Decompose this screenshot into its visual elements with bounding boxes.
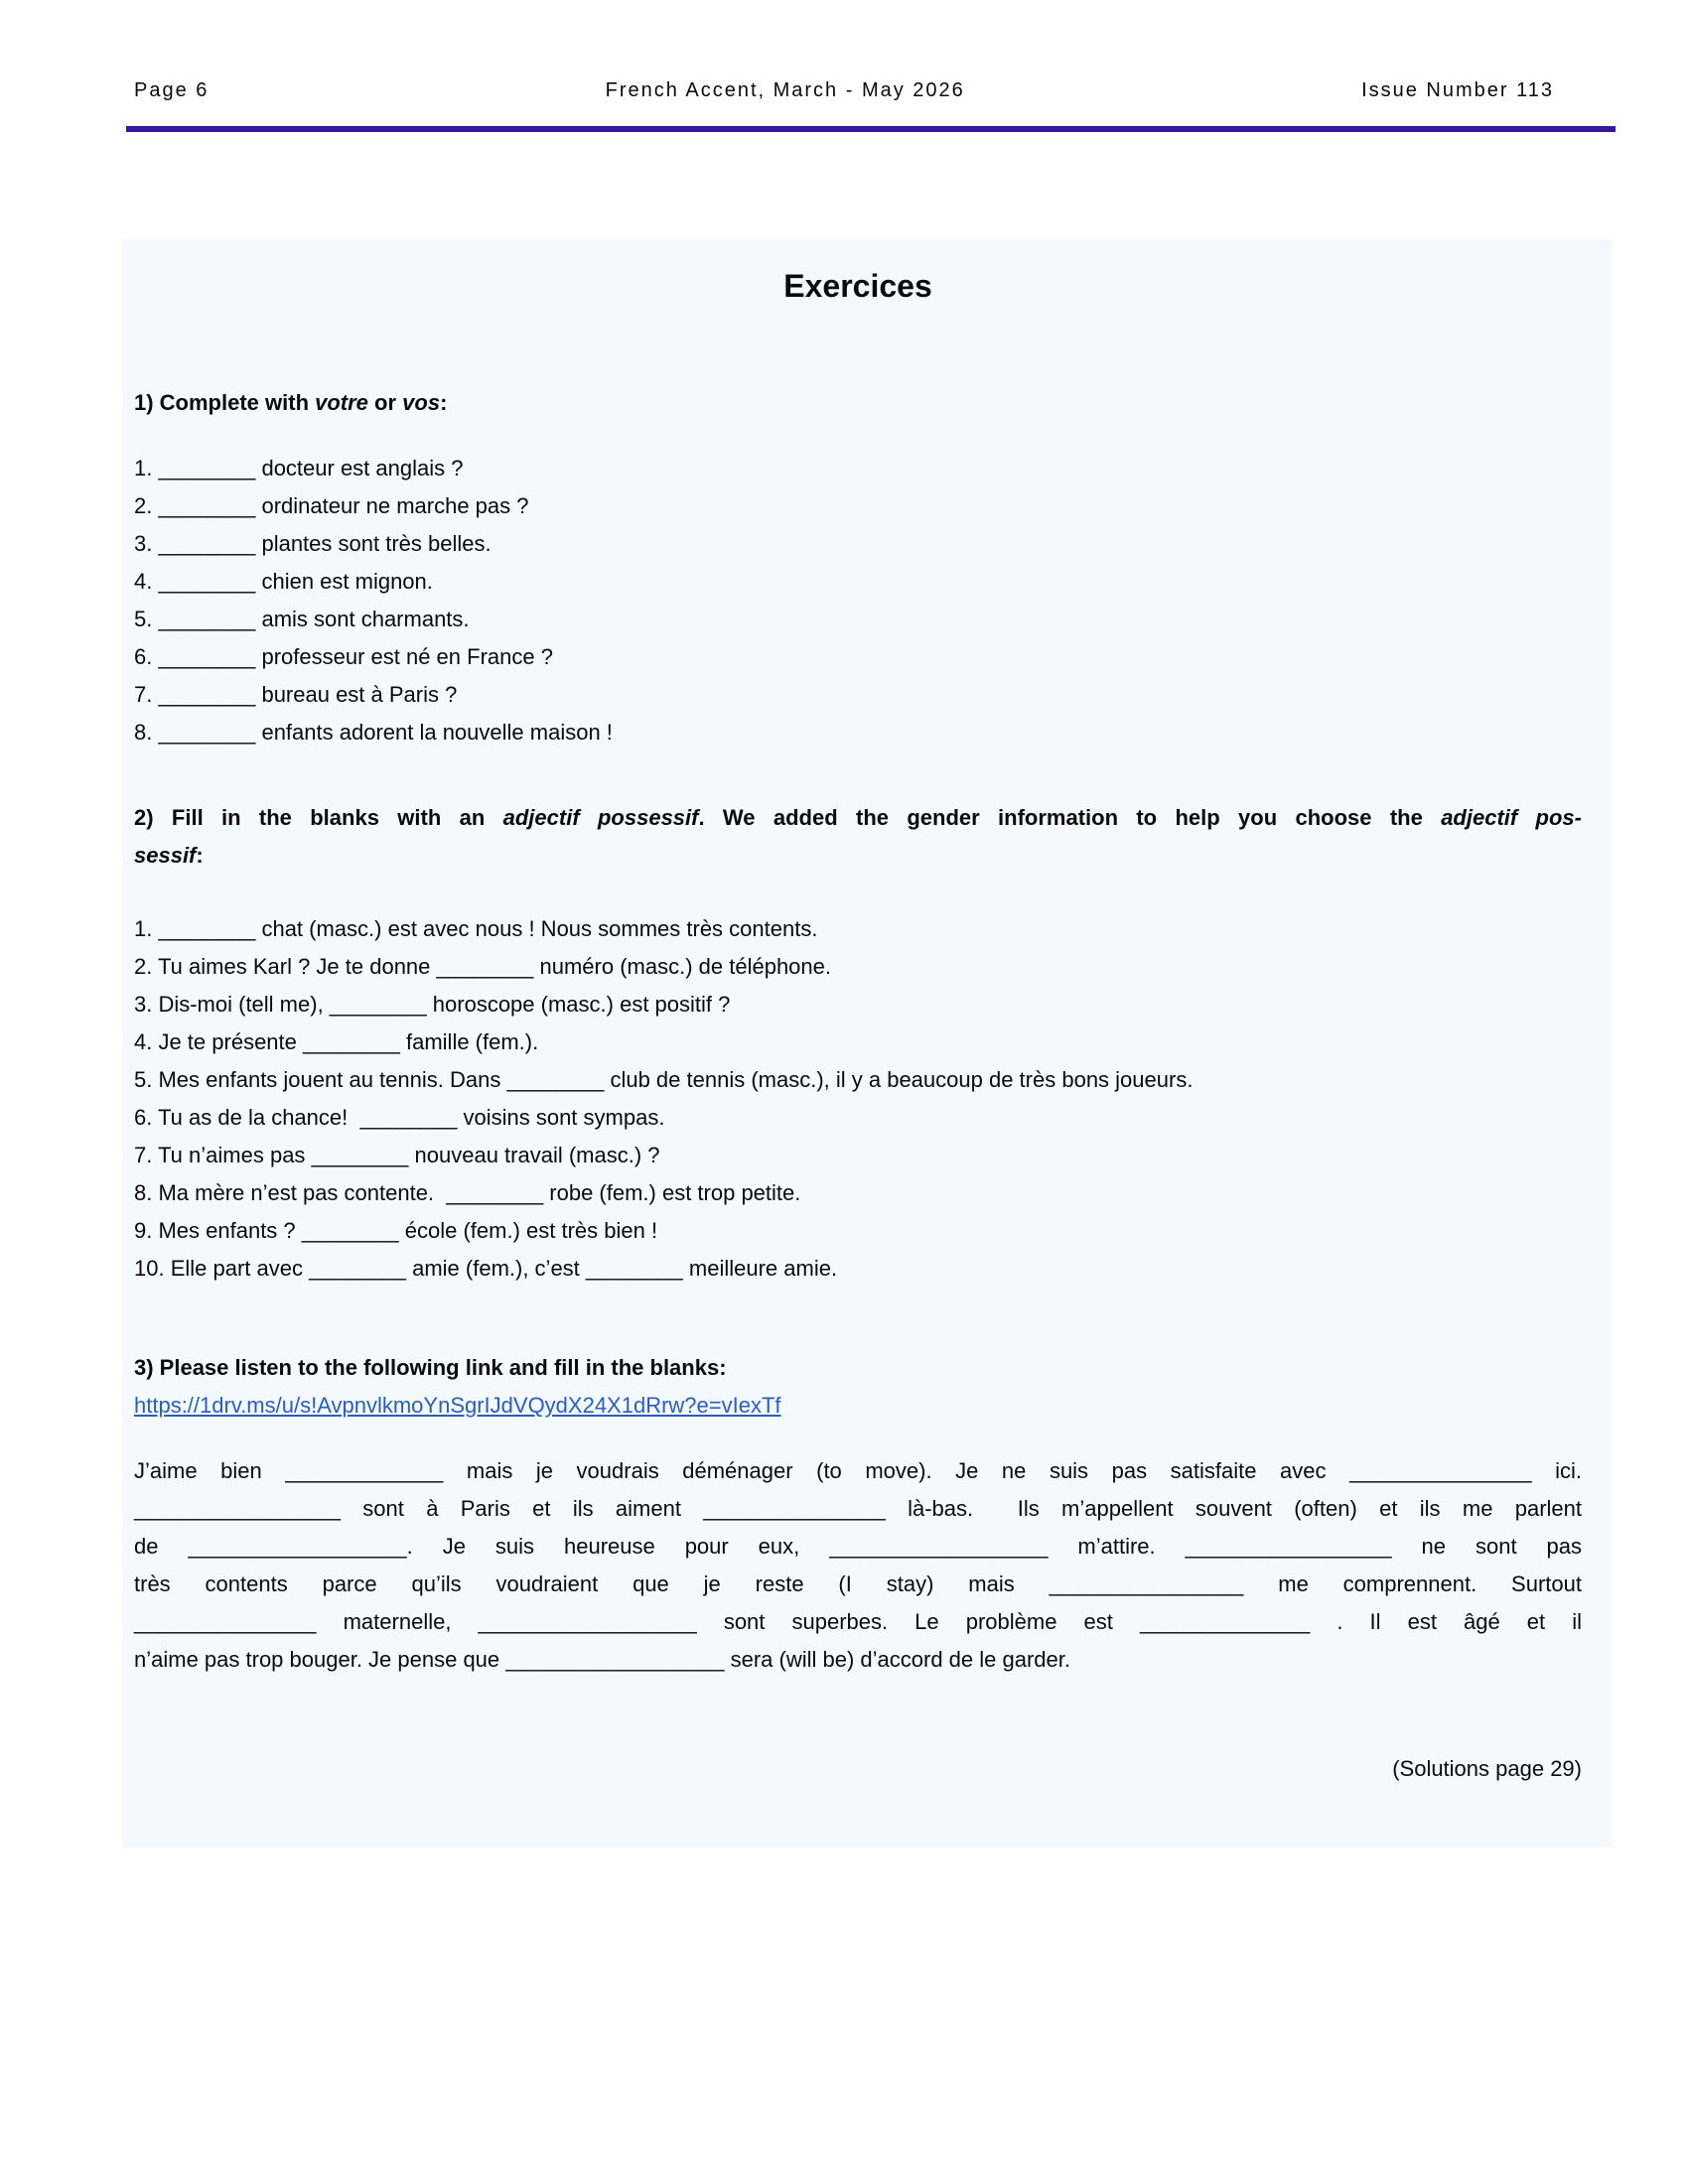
header-issue-number: Issue Number 113 [1361,79,1554,101]
list-item: très contents parce qu’ils voudraient que je reste (I stay) mais ________________ me comprennent. Surtout [134,1571,1582,1596]
header-rule [126,126,1616,132]
exercise-2-heading-line-2: sessif: [134,843,204,868]
list-item: 3. ________ plantes sont très belles. [134,531,492,556]
exercise-3-heading: 3) Please listen to the following link and fill in the blanks: [134,1355,727,1380]
page-header [0,0,1688,102]
list-item: 1. ________ docteur est anglais ? [134,456,464,480]
audio-exercise-link[interactable]: https://1drv.ms/u/s!AvpnvlkmoYnSgrIJdVQydX24X1dRrw?e=vIexTf [134,1393,781,1418]
exercise-2-heading-line-1: 2) Fill in the blanks with an adjectif possessif. We added the gender information to help you choose the adjectif pos- [134,805,1582,830]
exercise-1-list [134,450,1582,751]
list-item: 10. Elle part avec ________ amie (fem.), c’est ________ meilleure amie. [134,1256,838,1281]
list-item: 6. Tu as de la chance! ________ voisins sont sympas. [134,1105,665,1130]
list-item: 2. Tu aimes Karl ? Je te donne ________ numéro (masc.) de téléphone. [134,954,831,979]
list-item: 4. Je te présente ________ famille (fem.). [134,1029,539,1054]
list-item: 2. ________ ordinateur ne marche pas ? [134,493,529,518]
list-item: 7. Tu n’aimes pas ________ nouveau travail (masc.) ? [134,1143,660,1167]
list-item: n’aime pas trop bouger. Je pense que __________________ sera (will be) d’accord de le garder. [134,1647,1070,1672]
exercise-2-section [134,799,1582,1288]
exercise-3-paragraph [134,1452,1582,1679]
exercise-2-list [134,910,1582,1288]
list-item: 8. Ma mère n’est pas contente. ________ robe (fem.) est trop petite. [134,1180,801,1205]
list-item: de __________________. Je suis heureuse pour eux, __________________ m’attire. _________________ ne sont pas [134,1534,1582,1559]
list-item: 7. ________ bureau est à Paris ? [134,682,458,707]
list-item: 6. ________ professeur est né en France ? [134,644,553,669]
list-item: 5. Mes enfants jouent au tennis. Dans ________ club de tennis (masc.), il y a beaucoup de très bons joueurs. [134,1067,1194,1092]
list-item: _________________ sont à Paris et ils aiment _______________ là-bas. Ils m’appellent souvent (often) et ils me parlent [134,1496,1582,1521]
list-item: 3. Dis-moi (tell me), ________ horoscope (masc.) est positif ? [134,992,731,1017]
list-item: _______________ maternelle, __________________ sont superbes. Le problème est ______________ . Il est âgé et il [134,1609,1582,1634]
exercise-1-section [134,384,1582,751]
exercises-panel [122,239,1612,1847]
exercise-2-heading [134,799,1582,875]
solutions-note: (Solutions page 29) [1392,1756,1582,1781]
list-item: 5. ________ amis sont charmants. [134,607,470,631]
list-item: 9. Mes enfants ? ________ école (fem.) est très bien ! [134,1218,658,1243]
exercise-3-section [134,1349,1582,1679]
exercise-1-heading: 1) Complete with votre or vos: [134,390,448,415]
list-item: J’aime bien _____________ mais je voudrais déménager (to move). Je ne suis pas satisfaite avec _______________ ici. [134,1458,1582,1483]
header-title: French Accent, March - May 2026 [605,79,965,101]
list-item: 8. ________ enfants adorent la nouvelle maison ! [134,720,613,745]
list-item: 4. ________ chien est mignon. [134,569,433,594]
panel-title: Exercices [783,268,932,304]
header-page-number: Page 6 [134,79,210,101]
list-item: 1. ________ chat (masc.) est avec nous ! Nous sommes très contents. [134,916,818,941]
